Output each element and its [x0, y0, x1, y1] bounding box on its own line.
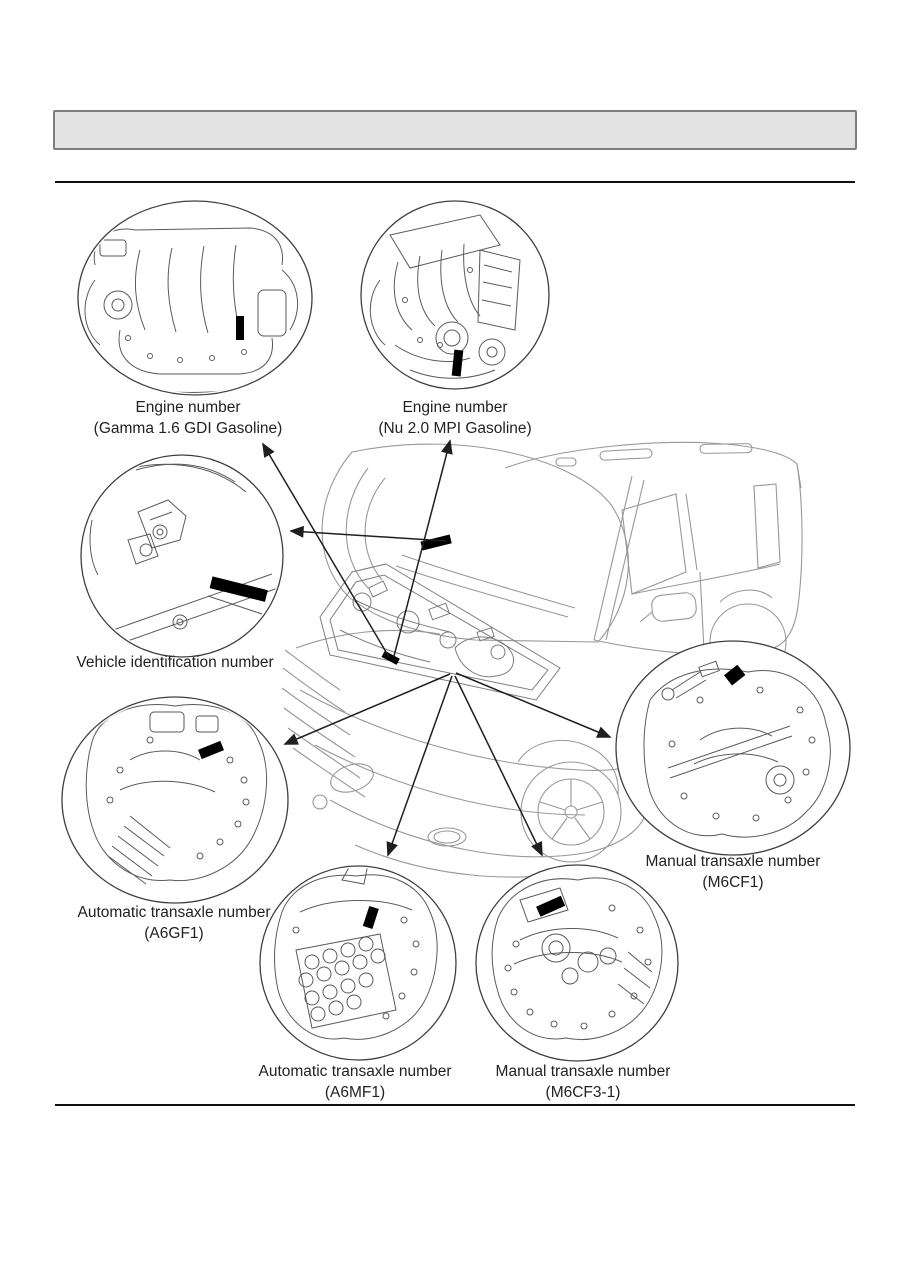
bottom-divider — [55, 1104, 855, 1106]
label-line: Automatic transaxle number — [77, 904, 271, 921]
label-line: (M6CF1) — [702, 874, 764, 891]
callout-circle-transaxle-a6mf1 — [260, 850, 456, 1060]
label-engine-nu — [378, 397, 531, 439]
label-vin — [76, 652, 273, 673]
label-line: Manual transaxle number — [495, 1063, 671, 1080]
label-transaxle-m6cf3 — [496, 1061, 671, 1103]
label-line: (M6CF3-1) — [545, 1084, 621, 1101]
engine-gamma-number-marker — [236, 316, 244, 340]
label-line: Engine number — [402, 399, 508, 416]
callout-circle-transaxle-m6cf1 — [616, 641, 850, 855]
label-line: Vehicle identification number — [76, 654, 274, 671]
label-engine-gamma — [94, 397, 283, 439]
label-line: Manual transaxle number — [645, 853, 821, 870]
label-line: Engine number — [135, 399, 241, 416]
label-line: (Nu 2.0 MPI Gasoline) — [378, 420, 532, 437]
engine-bay-art — [320, 564, 560, 700]
callout-circle-transaxle-a6gf1 — [62, 697, 288, 903]
label-transaxle-m6cf1 — [646, 851, 821, 893]
label-line: Automatic transaxle number — [258, 1063, 452, 1080]
arrow-to-transaxle-m6cf1-circle — [456, 673, 610, 737]
label-line: (A6MF1) — [324, 1084, 386, 1101]
arrow-to-engine-nu-label — [394, 441, 450, 656]
callout-circle-transaxle-m6cf3 — [476, 865, 678, 1061]
callout-circle-engine-nu — [361, 201, 549, 389]
label-transaxle-a6mf1 — [259, 1061, 452, 1103]
label-line: (A6GF1) — [144, 925, 204, 942]
arrow-to-vin-circle — [291, 531, 446, 541]
car-location-markers — [382, 534, 452, 664]
callout-circle-vin — [81, 455, 283, 657]
arrow-to-transaxle-a6gf1-circle — [285, 674, 450, 744]
label-transaxle-a6gf1 — [78, 902, 271, 944]
callout-circle-engine-gamma — [78, 201, 312, 395]
label-line: (Gamma 1.6 GDI Gasoline) — [93, 420, 283, 437]
